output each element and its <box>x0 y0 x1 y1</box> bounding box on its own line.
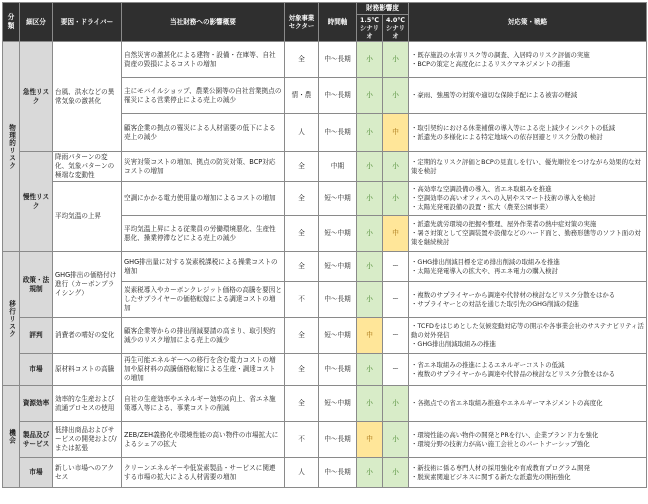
measures-cell <box>409 182 647 216</box>
measure-line: ・豪雨、強風等の対策や適切な保険手配による被害の軽減 <box>411 91 578 99</box>
impact-level-1-5: 中 <box>357 422 383 458</box>
period-cell: 中～長期 <box>319 422 357 458</box>
measure-line: ・複数のサプライヤーから調達や代替材の検討などリスク分散をはかる <box>411 290 616 299</box>
period-cell: 中～長期 <box>319 42 357 78</box>
subcategory-cell: 慢性リスク <box>20 152 53 252</box>
driver-cell: 低排出商品およびサービスの開発および/または拡張 <box>53 422 122 458</box>
measures-cell <box>409 78 647 114</box>
measures-cell <box>409 318 647 354</box>
impact-level-1-5: 小 <box>357 252 383 282</box>
table-row <box>3 152 647 182</box>
driver-cell: 効率的な生産および流通プロセスの使用 <box>53 386 122 422</box>
header-sector: 対象事業セクター <box>285 3 319 42</box>
impact-cell: 顧客企業の拠点の罹災による人材需要の低下による売上の減少 <box>122 114 285 152</box>
sector-cell: 人 <box>285 458 319 488</box>
period-cell: 中～長期 <box>319 354 357 386</box>
header-subcategory: 細区分 <box>20 3 53 42</box>
period-cell: 短～中期 <box>319 252 357 282</box>
measure-line: ・既存施設の水害リスク等の調査、入居時のリスク評価の実施 <box>411 50 590 59</box>
measure-line: ・脱炭素関連ビジネスに関する新たな派遣先の開拓強化 <box>411 472 571 481</box>
measure-line: ・省エネ取組みの推進によるエネルギーコストの低減 <box>411 360 565 369</box>
measure-line: ・BCPの策定と高度化によるリスクマネジメントの推進 <box>411 59 571 68</box>
period-cell: 中～長期 <box>319 282 357 318</box>
impact-cell: 顧客企業等からの排出削減要請の高まり、取引契約減少のリスク増加による売上の減少 <box>122 318 285 354</box>
table-row <box>3 386 647 422</box>
subcategory-cell: 政策・法規制 <box>20 252 53 318</box>
measures-cell <box>409 216 647 252</box>
header-driver: 要因・ドライバー <box>53 3 122 42</box>
impact-cell: 災害対策コストの増加、拠点の防災対策、BCP対応コストの増加 <box>122 152 285 182</box>
header-scenario-1-5: 1.5℃シナリオ <box>357 15 383 42</box>
measure-line: ・派遣先の多様化による特定地域への依存回避とリスク分散の検討 <box>411 132 603 141</box>
driver-cell: GHG排出の価格付け進行（カーボンプライシング） <box>53 252 122 318</box>
measure-line: ・TCFDをはじめとした気候変動対応等の開示や各事業会社のサステナビリティ活動の対外発信 <box>411 322 644 339</box>
period-cell: 中～長期 <box>319 458 357 488</box>
impact-level-4-0: ー <box>383 354 409 386</box>
driver-cell: 降雨パターンの変化、気象パターンの極端な変動性 <box>53 152 122 182</box>
impact-level-4-0: ー <box>383 318 409 354</box>
measure-line: ・高効率な空調設備の導入、省エネ取組みを推進 <box>411 185 552 193</box>
table-row <box>3 354 647 386</box>
measures-cell <box>409 458 647 488</box>
impact-level-4-0: ー <box>383 252 409 282</box>
impact-level-1-5: 小 <box>357 42 383 78</box>
sector-cell: 人 <box>285 114 319 152</box>
measure-line: ・取引契約における休業補償の導入等による売上減少インパクトの低減 <box>411 123 616 132</box>
measures-cell <box>409 42 647 78</box>
period-cell: 短～中期 <box>319 216 357 252</box>
measure-line: ・太陽光発電導入の拡大や、再エネ電力の購入検討 <box>411 266 558 275</box>
period-cell: 短～中期 <box>319 386 357 422</box>
measures-cell <box>409 386 647 422</box>
measures-cell <box>409 152 647 182</box>
impact-level-4-0: ー <box>383 282 409 318</box>
measure-line: ・サプライヤーとの対話を通じた取引先のGHG削減の促進 <box>411 299 579 308</box>
driver-cell: 新しい市場へのアクセス <box>53 458 122 488</box>
impact-level-1-5: 小 <box>357 282 383 318</box>
sector-cell: 全 <box>285 354 319 386</box>
measures-cell <box>409 282 647 318</box>
header-period: 時間軸 <box>319 3 357 42</box>
header-measures: 対応策・戦略 <box>409 3 647 42</box>
measure-line: ・派遣先就労環境の把握や整理、屋外作業者の熱中症対策の実施 <box>411 220 597 228</box>
driver-cell: 平均気温の上昇 <box>53 182 122 252</box>
period-cell: 中～長期 <box>319 114 357 152</box>
measure-line: ・空調効率の高いオフィスへの入居やスマート技術の導入を検討 <box>411 194 596 202</box>
measure-line: ・新技術に係る専門人材の採用強化や育成教育プログラム開発 <box>411 463 590 472</box>
table-row <box>3 252 647 282</box>
measure-line: ・太陽光発電設備の設置・拡大（農業公園事業） <box>411 203 552 211</box>
impact-cell: 自社の生産効率やエネルギー効率の向上、省エネ施策導入等による、事業コストの削減 <box>122 386 285 422</box>
sector-cell: 全 <box>285 386 319 422</box>
sector-cell: 全 <box>285 252 319 282</box>
impact-cell: 空調にかかる電力使用量の増加によるコストの増加 <box>122 182 285 216</box>
impact-level-4-0: 小 <box>383 42 409 78</box>
period-cell: 短～中期 <box>319 182 357 216</box>
impact-level-1-5: 小 <box>357 386 383 422</box>
period-cell: 短～中期 <box>319 318 357 354</box>
impact-level-1-5: 小 <box>357 78 383 114</box>
impact-level-1-5: 小 <box>357 216 383 252</box>
table-row <box>3 42 647 78</box>
driver-cell: 台風、洪水などの異常気象の激甚化 <box>53 42 122 152</box>
table-row <box>3 182 647 216</box>
sector-cell: 全 <box>285 42 319 78</box>
impact-level-1-5: 小 <box>357 354 383 386</box>
sector-cell: 情・農 <box>285 78 319 114</box>
impact-level-4-0: 小 <box>383 152 409 182</box>
table-row <box>3 458 647 488</box>
measure-line: ・暑さ対策として空調装置や設備などのハード面と、勤務形態等のソフト面の対策を継続検討 <box>411 229 641 246</box>
subcategory-cell: 評判 <box>20 318 53 354</box>
period-cell: 中～長期 <box>319 78 357 114</box>
impact-cell: 再生可能エネルギーへの移行を含む電力コストの増加や原材料の高騰価格転嫁による生産・調達コストの増加 <box>122 354 285 386</box>
impact-level-1-5: 小 <box>357 152 383 182</box>
measures-cell <box>409 114 647 152</box>
header-degree: 財務影響度 <box>357 3 409 15</box>
impact-level-4-0: 小 <box>383 386 409 422</box>
impact-level-1-5: 小 <box>357 458 383 488</box>
sector-cell: 全 <box>285 152 319 182</box>
measure-line: ・GHG排出削減取組みの推進 <box>411 340 497 348</box>
impact-level-4-0: 中 <box>383 114 409 152</box>
impact-cell: 主にモバイルショップ、農業公園等の自社営業拠点の罹災による営業停止による売上の減少 <box>122 78 285 114</box>
category-physical: 物理的リスク <box>3 42 20 252</box>
measures-cell <box>409 354 647 386</box>
climate-risk-table <box>2 2 647 488</box>
driver-cell: 消費者の嗜好の変化 <box>53 318 122 354</box>
table-row <box>3 422 647 458</box>
period-cell: 中期 <box>319 152 357 182</box>
header-category: 分類 <box>3 3 20 42</box>
table-row <box>3 318 647 354</box>
header-scenario-4-0: 4.0℃シナリオ <box>383 15 409 42</box>
impact-level-1-5: 小 <box>357 114 383 152</box>
impact-level-4-0: 小 <box>383 78 409 114</box>
measure-line: ・環境分野の技術力が高い施工会社とのパートナーシップ強化 <box>411 439 590 448</box>
measure-line: ・GHG排出削減目標を定め排出削減の取組みを推進 <box>411 257 560 266</box>
sector-cell: 全 <box>285 318 319 354</box>
impact-level-4-0: 中 <box>383 216 409 252</box>
measures-cell <box>409 422 647 458</box>
sector-cell: 不 <box>285 422 319 458</box>
subcategory-cell: 製品及びサービス <box>20 422 53 458</box>
subcategory-cell: 市場 <box>20 458 53 488</box>
impact-level-4-0: 小 <box>383 458 409 488</box>
impact-cell: GHG排出量に対する炭素税課税による操業コストの増加 <box>122 252 285 282</box>
header-impact: 当社財務への影響概要 <box>122 3 285 42</box>
sector-cell: 全 <box>285 182 319 216</box>
category-transition: 移行リスク <box>3 252 20 386</box>
sector-cell: 全 <box>285 216 319 252</box>
measure-line: ・定期的なリスク評価とBCPの見直しを行い、優先順位をつけながら効果的な対策を検討 <box>411 157 641 175</box>
measure-line: ・複数のサプライヤーから調達や代替品の検討などリスク分散をはかる <box>411 369 616 378</box>
measures-cell <box>409 252 647 282</box>
impact-cell: 炭素税導入やカーボンクレジット価格の高騰を要因としたサプライヤーの価格転嫁による調達コストの増加 <box>122 282 285 318</box>
impact-cell: ZEB/ZEH義務化や環境性能の高い物件の市場拡大によるシェアの拡大 <box>122 422 285 458</box>
impact-level-1-5: 中 <box>357 318 383 354</box>
measure-line: ・各拠点での省エネ取組み推進やエネルギーマネジメントの高度化 <box>411 399 603 407</box>
subcategory-cell: 資源効率 <box>20 386 53 422</box>
impact-cell: 平均気温上昇による従業員の労働環境悪化、生産性悪化、操業停滞などによる売上の減少 <box>122 216 285 252</box>
impact-level-4-0: 小 <box>383 182 409 216</box>
impact-cell: 自然災害の激甚化による建物・設備・在庫等、自社資産の毀損によるコストの増加 <box>122 42 285 78</box>
category-opportunity: 機会 <box>3 386 20 488</box>
impact-level-1-5: 小 <box>357 182 383 216</box>
driver-cell: 原材料コストの高騰 <box>53 354 122 386</box>
sector-cell: 不 <box>285 282 319 318</box>
subcategory-cell: 急性リスク <box>20 42 53 152</box>
measure-line: ・環境性能の高い物件の開発とPRを行い、企業ブランド力を強化 <box>411 430 599 439</box>
impact-level-4-0: 小 <box>383 422 409 458</box>
subcategory-cell: 市場 <box>20 354 53 386</box>
impact-cell: クリーンエネルギーや低炭素製品・サービスに関連する市場の拡大による人材需要の増加 <box>122 458 285 488</box>
